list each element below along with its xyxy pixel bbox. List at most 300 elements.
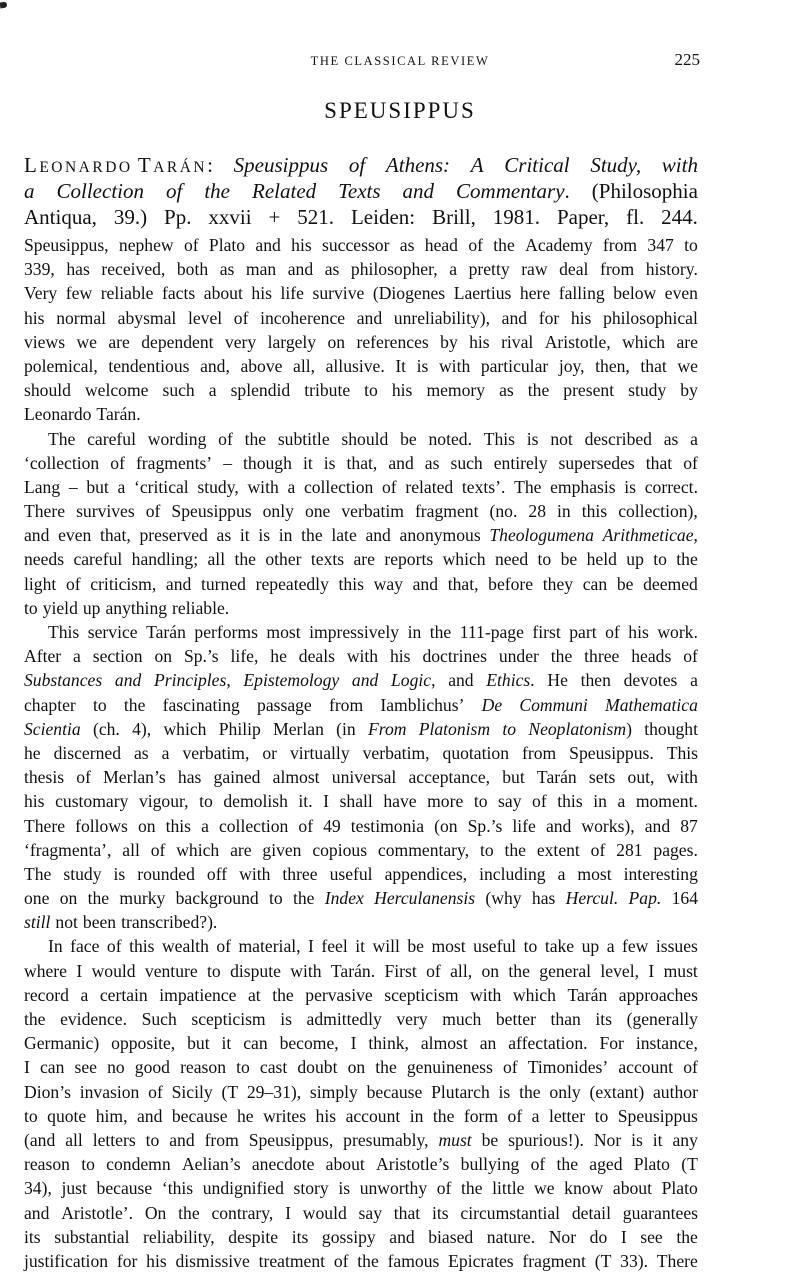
word-group [683, 644, 698, 668]
word: The [24, 863, 52, 884]
word-group [247, 1080, 301, 1104]
word-group [146, 1249, 167, 1273]
word-group [582, 499, 607, 523]
word-group [621, 1225, 627, 1249]
word-group [395, 354, 406, 378]
italic-word: Herculanensis [374, 888, 476, 909]
text-line [24, 451, 698, 475]
word: as [134, 742, 149, 763]
word: . [530, 670, 535, 691]
word: the [87, 888, 110, 909]
word-group [378, 838, 469, 862]
word-group [76, 499, 135, 523]
word-group [24, 499, 65, 523]
word: Epicrates [448, 1250, 514, 1271]
word-group [338, 178, 380, 204]
word: in [409, 1105, 424, 1126]
word-group [460, 1201, 560, 1225]
word-group [85, 378, 149, 402]
italic-word: Hercul. [565, 888, 619, 909]
word-group [139, 789, 189, 813]
word: to [81, 1154, 95, 1175]
word-group [620, 1249, 648, 1273]
word: from [328, 694, 364, 715]
word: (Philosophia [591, 179, 698, 203]
author-first-rest: EONARDO [39, 159, 133, 176]
word: (T [594, 1250, 612, 1271]
word-group [323, 789, 329, 813]
word-group [86, 475, 108, 499]
word-group [559, 451, 635, 475]
word-group [76, 959, 82, 983]
word: his [146, 1250, 167, 1271]
word-group [178, 765, 201, 789]
italic-word: A [470, 153, 484, 177]
word-group [309, 620, 399, 644]
word: works), [581, 815, 635, 836]
word-group [537, 765, 577, 789]
word: splendid [230, 380, 291, 401]
word-group [590, 1225, 608, 1249]
word-group [373, 281, 445, 305]
word-group [297, 1055, 337, 1079]
word: Aristotle’. [61, 1202, 134, 1223]
text-line [24, 1152, 698, 1176]
word-group [405, 475, 453, 499]
word-group [559, 281, 605, 305]
word-group [368, 1031, 409, 1055]
word-group [357, 1249, 379, 1273]
word-group [151, 838, 166, 862]
word: of [76, 767, 91, 788]
author-last-initial: T [137, 153, 154, 177]
word-group [301, 523, 323, 547]
word: useful [329, 863, 373, 884]
word: which [176, 839, 220, 860]
word-group [448, 668, 473, 692]
word: rounded [137, 863, 195, 884]
word: the [493, 235, 515, 255]
word: emphasis [550, 476, 616, 497]
word: to [93, 694, 107, 715]
word: simply [309, 1081, 358, 1102]
word-group [388, 451, 413, 475]
word: , [431, 670, 436, 691]
word-group [93, 717, 120, 741]
word: they [542, 573, 574, 594]
word-group [439, 354, 470, 378]
word-group [400, 523, 481, 547]
word-group [549, 1080, 580, 1104]
word-group [600, 257, 634, 281]
word-group [118, 475, 126, 499]
word: rival [501, 331, 534, 352]
word-group [569, 741, 654, 765]
word-group [48, 620, 79, 644]
word: Antiqua, [24, 205, 97, 229]
word-group [69, 475, 78, 499]
word: only [262, 501, 294, 522]
word-group [208, 547, 226, 571]
word: memory [426, 380, 486, 401]
word-group [121, 910, 217, 934]
word: reports [384, 549, 434, 570]
word-group [221, 1080, 238, 1104]
word: a [617, 791, 626, 812]
word: 347 [647, 235, 674, 255]
italic-word: Related [252, 179, 317, 203]
word: performs [194, 622, 258, 642]
word: life, [230, 646, 259, 667]
word-group [92, 959, 136, 983]
word-group [442, 1007, 481, 1031]
word-group [657, 1249, 698, 1273]
word-group [312, 838, 367, 862]
word-group [493, 204, 540, 230]
word-group [304, 378, 350, 402]
word-group [313, 281, 365, 305]
word: criticism, [90, 573, 157, 594]
word: way [373, 573, 403, 594]
word-group [662, 1176, 698, 1200]
word: of [683, 1057, 698, 1078]
word-group [587, 547, 617, 571]
word: up [82, 597, 101, 618]
word: his [570, 307, 592, 328]
word: because [96, 1178, 153, 1199]
word: be [400, 428, 417, 449]
word: would [91, 960, 136, 981]
word-group [440, 330, 458, 354]
word: undignified [202, 1178, 284, 1199]
word: should [24, 380, 71, 401]
word: interesting [623, 863, 698, 884]
text-line [24, 1031, 698, 1055]
word: preserved [139, 525, 208, 546]
word-group [54, 1225, 129, 1249]
word: allusive. [325, 355, 385, 376]
word: acceptance, [408, 767, 491, 788]
word: Tarán [567, 984, 608, 1005]
word-group [330, 862, 373, 886]
word: think, [368, 1033, 409, 1054]
word-group [653, 838, 697, 862]
word-group [519, 1080, 541, 1104]
word-group [618, 499, 698, 523]
text-line [24, 1249, 698, 1273]
word-group [351, 204, 415, 230]
word-group [522, 741, 556, 765]
word: the [432, 1105, 455, 1126]
word-group [683, 451, 698, 475]
word: of [218, 428, 233, 449]
italic-word: From [368, 718, 407, 739]
word: handling; [131, 549, 199, 570]
word-group [292, 1225, 309, 1249]
word: off [206, 863, 228, 884]
word-group [24, 959, 67, 983]
word: level, [600, 960, 640, 981]
word-group [328, 330, 346, 354]
word-group [24, 765, 64, 789]
word: a [287, 476, 296, 497]
word: as [324, 259, 340, 280]
word-group [676, 330, 697, 354]
word-group [251, 281, 272, 305]
word-group [240, 354, 282, 378]
word: careful [73, 549, 123, 570]
text-line [24, 886, 698, 910]
word: the [24, 1009, 46, 1029]
word-group [24, 451, 99, 475]
word-group [108, 354, 189, 378]
word: more [427, 791, 464, 812]
word-group [63, 862, 101, 886]
word-group [298, 789, 312, 813]
word-group [460, 620, 524, 644]
word: This [483, 428, 516, 449]
word-group [619, 983, 698, 1007]
word: venture [144, 960, 198, 981]
word-group [207, 959, 221, 983]
word-group [341, 427, 388, 451]
word: 49 [323, 815, 341, 836]
word-group [134, 741, 149, 765]
word: impressively [309, 622, 400, 642]
word-group [484, 427, 515, 451]
word: and [501, 307, 528, 328]
word-group [248, 983, 261, 1007]
word: record [24, 984, 69, 1005]
word: deal [559, 259, 589, 280]
word: repeatedly [255, 573, 329, 594]
word: with [239, 863, 271, 884]
word: 33). [620, 1250, 648, 1271]
italic-word: Scientia [24, 718, 81, 739]
word: a [449, 259, 458, 280]
word: certain [99, 984, 148, 1005]
word: above [240, 355, 283, 376]
word: despite [228, 1226, 279, 1247]
word-group [647, 233, 673, 257]
word-group [163, 717, 206, 741]
word: I [323, 791, 330, 812]
word-group [618, 1055, 673, 1079]
word-group [415, 499, 479, 523]
text-line [24, 1201, 698, 1225]
word-group [499, 378, 514, 402]
word: though [243, 452, 292, 473]
word-group [326, 354, 385, 378]
word-group [325, 257, 340, 281]
word-group [425, 233, 458, 257]
word-group [184, 644, 219, 668]
word-group [24, 475, 60, 499]
word: bullying [460, 1154, 520, 1175]
word: Speusippus [171, 501, 252, 522]
word: of [502, 1057, 518, 1078]
word-group [191, 1007, 265, 1031]
word: life [280, 283, 304, 304]
word: the [123, 694, 146, 715]
word: scepticism [384, 984, 459, 1005]
word: incoherence [260, 307, 346, 328]
word: work. [657, 622, 698, 642]
word: I [76, 960, 83, 981]
word: (and [24, 1129, 56, 1150]
word-group [468, 814, 503, 838]
word: of [110, 452, 125, 473]
word: the [292, 888, 315, 909]
word: sets [588, 767, 616, 788]
word-group [47, 1104, 86, 1128]
word-group [154, 644, 172, 668]
word: Leonardo [24, 404, 92, 425]
word-group [338, 1176, 350, 1200]
word: verbatim, [362, 742, 430, 763]
word: survives [76, 501, 135, 522]
text-line [24, 644, 698, 668]
section-title: SPEUSIPPUS [324, 98, 476, 123]
word-group [334, 1249, 349, 1273]
word: not [55, 912, 78, 933]
word: no [107, 1057, 125, 1078]
word-group [595, 354, 630, 378]
word-group [176, 886, 259, 910]
word: which [163, 718, 207, 739]
word: and [169, 1129, 195, 1150]
word: admittedly [306, 1009, 382, 1029]
word-group [263, 499, 294, 523]
text-line [24, 1080, 698, 1104]
word: see [74, 1057, 97, 1078]
word-group [410, 1104, 424, 1128]
word-group [172, 1104, 228, 1128]
word-group [521, 257, 547, 281]
word: tribute [304, 380, 351, 401]
word-group [137, 1104, 162, 1128]
word: the [676, 1226, 698, 1247]
word: and [287, 259, 314, 280]
word-group [583, 572, 607, 596]
word-group [593, 789, 607, 813]
text-line [24, 402, 698, 426]
word-group [364, 378, 378, 402]
word: on [154, 646, 173, 667]
word: with [346, 646, 379, 667]
word-group [219, 814, 288, 838]
word-group [230, 838, 251, 862]
word: where [24, 960, 67, 981]
word-group [75, 814, 128, 838]
word-group [559, 257, 588, 281]
word: his [24, 791, 45, 812]
word-group [589, 1152, 622, 1176]
word-group [247, 475, 278, 499]
word: Brill, [432, 205, 476, 229]
word-group [640, 1225, 662, 1249]
word: as [663, 428, 679, 449]
word-group [676, 1225, 698, 1249]
word-group [662, 152, 698, 178]
word: of [298, 815, 314, 836]
word: almost [420, 1033, 468, 1054]
word: this [165, 815, 192, 836]
italic-word: of [166, 179, 183, 203]
word-group [391, 668, 435, 692]
word: – [68, 476, 78, 497]
word-group [384, 959, 416, 983]
word: Lang [24, 476, 61, 497]
word-group [169, 1128, 194, 1152]
word-group [107, 934, 122, 958]
word-group [595, 1104, 609, 1128]
word: to [24, 597, 38, 618]
word: Plato [208, 235, 246, 255]
word: universal [331, 767, 397, 788]
word: is [526, 428, 539, 449]
word: There [24, 501, 66, 522]
running-head: THE CLASSICAL REVIEW [310, 54, 490, 68]
word-group [159, 983, 236, 1007]
word: Sp.’s [467, 815, 503, 836]
word: Iamblichus’ [380, 694, 465, 715]
word: detail [571, 1202, 611, 1223]
word: tendentious [108, 355, 190, 376]
word-group [454, 281, 512, 305]
word: study, [197, 476, 239, 497]
word-group [303, 451, 313, 475]
word-group [81, 1152, 95, 1176]
word-group [143, 1225, 215, 1249]
word: ) [626, 718, 632, 739]
word: a [73, 646, 81, 667]
word-group [561, 547, 578, 571]
word-group [353, 547, 374, 571]
word-group [257, 693, 312, 717]
word-group [237, 1104, 254, 1128]
word-group [482, 1128, 499, 1152]
word: must [663, 960, 698, 981]
word-group [55, 910, 77, 934]
word: Tarán [146, 622, 186, 642]
word: wealth [161, 936, 209, 957]
word: references [356, 331, 429, 352]
word: to [199, 791, 213, 812]
word-group [208, 204, 251, 230]
book-citation [24, 152, 698, 230]
word: his [251, 283, 272, 304]
word-group [564, 1176, 603, 1200]
word-group [340, 789, 373, 813]
word-group [214, 765, 261, 789]
word: light [24, 573, 57, 594]
word-group [176, 838, 219, 862]
word: anecdote [251, 1154, 315, 1175]
word-group [499, 644, 539, 668]
word: good [134, 1057, 170, 1078]
word-group [683, 1055, 698, 1079]
word-group [172, 1080, 213, 1104]
word: which [512, 984, 556, 1005]
word: approaches [618, 984, 698, 1005]
word: one [304, 501, 331, 522]
word: of [150, 839, 166, 860]
italic-word: Communi [519, 694, 588, 715]
word: a [201, 815, 209, 836]
word-group [117, 1249, 138, 1273]
word-group [581, 814, 634, 838]
